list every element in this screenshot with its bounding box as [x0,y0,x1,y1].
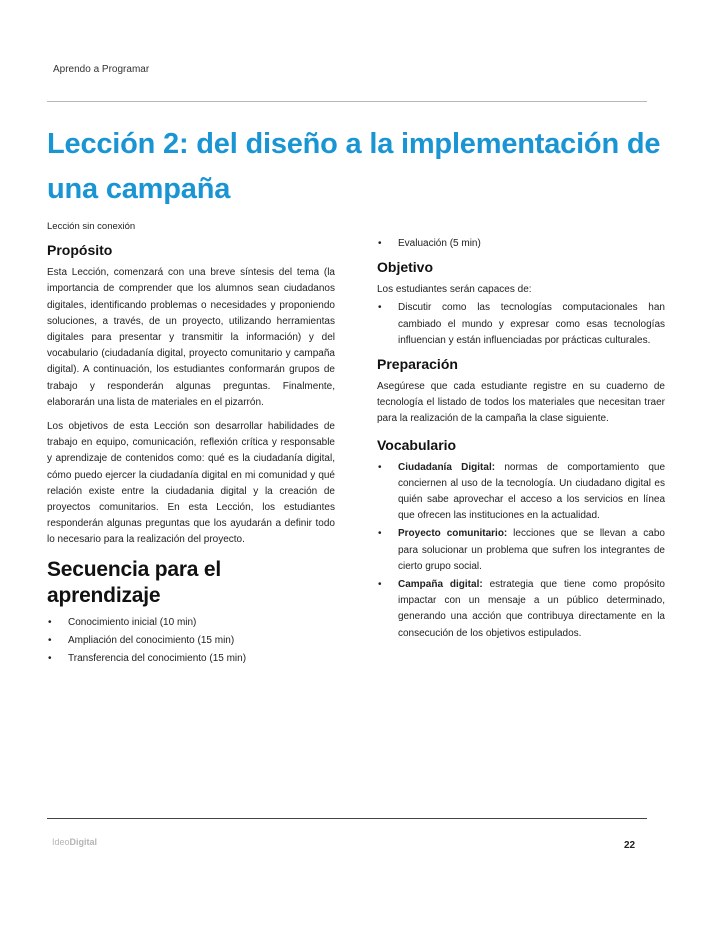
objective-item-text: Discutir como las tecnologías computacionales han cambiado el mundo y expresar como esas tecnologías influencian y están influenciadas por prácticas culturales. [398,302,665,346]
purpose-heading: Propósito [47,242,113,259]
preparation-text: Asegúrese que cada estudiante registre en su cuaderno de tecnología el listado de todos los materiales que necesitan traer para la realización de la campaña la clase siguiente. [377,381,665,425]
list-item [377,460,665,525]
list-item [377,300,665,349]
right-column [377,236,665,648]
lesson-title: Lección 2: del diseño a la implementación de una campaña [47,128,661,205]
list-item [47,615,335,631]
bullet-icon: • [378,528,382,540]
vocabulary-definition: lecciones que se llevan a cabo para solucionar un problema que sufren los integrantes de cierto grupo social. [398,528,665,572]
bullet-icon: • [378,238,382,249]
sequence-list-continued [377,236,665,252]
running-header-title: Aprendo a Programar [53,64,150,75]
vocabulary-definition: normas de comportamiento que conciernen al uso de la tecnología. Un ciudadano digital es quién sabe aprovechar el acceso a los servicios en línea que ofrecen las instituciones en la actualidad. [398,461,666,522]
vocabulary-heading: Vocabulario [377,436,457,453]
footer-logo-bold: Digital [69,837,98,847]
preparation-heading: Preparación [377,356,458,373]
list-item [377,236,665,252]
purpose-paragraph-2: Los objetivos de esta Lección son desarrollar habilidades de trabajo en equipo, comunicación, reflexión crítica y responsable y aprendizaje de contenidos como: qué es la ciudadanía digital, cómo puedo ejercer la ciudadanía digital en mi comunidad y qué relación existe entre la ciudadania digital y la creación de proyectos comunitarios. En esta Lección, los estudiantes responderán algunas preguntas que los ayudarán a definir todo lo necesario para la realización del proyecto. [47,421,335,546]
footer-divider [47,818,647,819]
bullet-icon: • [378,461,382,473]
sequence-item-label: Ampliación del conocimiento (15 min) [68,634,235,646]
list-item [377,526,665,575]
sequence-list [47,615,335,668]
vocabulary-definition: estrategia que tiene como propósito impactar con un mensaje a un público determinado, generando una acción que contribuya directamente en la consecución de los objetivos estipulados. [398,579,665,639]
vocabulary-term: Proyecto comunitario: [398,528,508,540]
footer-logo-light: Ideo [52,837,70,847]
list-item [47,651,335,667]
vocabulary-list [377,460,665,642]
left-column [47,219,335,673]
footer-logo [52,837,97,847]
page-number: 22 [624,840,636,851]
bullet-icon: • [378,579,382,591]
sequence-item-label: Evaluación (5 min) [398,238,481,249]
purpose-paragraph-1: Esta Lección, comenzará con una breve síntesis del tema (la importancia de comprender que los alumnos sean ciudadanos digitales, identificando problemas o necesidades y proponiendo soluciones, a través, de un proyecto, utilizando herramientas digitales para presentar y transmitir la información) y del vocabulario (ciudadanía digital, proyecto comunitario y campaña digital). A continuación, los estudiantes conformarán grupos de trabajo y responderán algunas preguntas. Finalmente, elaborarán una lista de materiales en el pizarrón. [47,267,335,408]
vocabulary-term: Ciudadanía Digital: [398,461,496,473]
list-item [377,577,665,642]
objective-list [377,300,665,349]
sequence-heading: Secuencia para el aprendizaje [47,557,222,607]
sequence-item-label: Transferencia del conocimiento (15 min) [68,653,247,665]
bullet-icon: • [48,616,52,628]
bullet-icon: • [48,634,52,646]
objective-intro: Los estudiantes serán capaces de: [377,284,532,296]
list-item [47,633,335,649]
lesson-mode-label: Lección sin conexión [47,221,136,232]
sequence-item-label: Conocimiento inicial (10 min) [68,616,197,628]
bullet-icon: • [48,653,52,665]
header-divider [47,101,647,102]
objective-heading: Objetivo [377,259,434,276]
bullet-icon: • [378,302,382,314]
vocabulary-term: Campaña digital: [398,579,483,591]
